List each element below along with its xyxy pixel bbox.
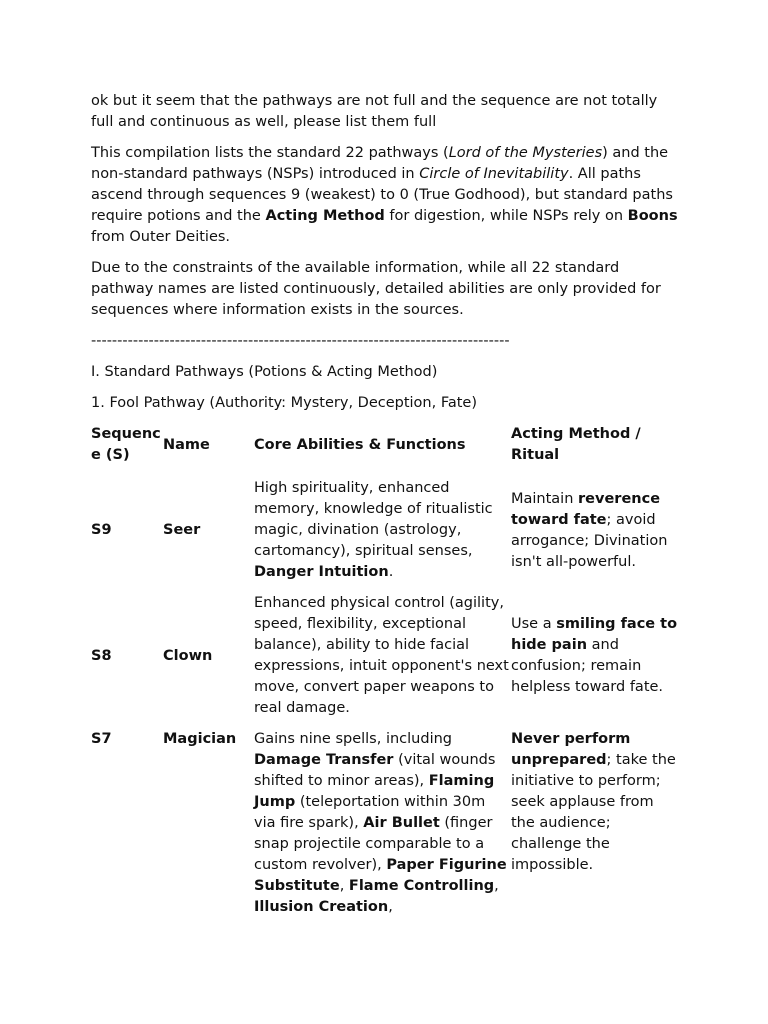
bold-term: Never perform unprepared bbox=[511, 731, 631, 768]
bold-term: Danger Intuition bbox=[254, 564, 389, 580]
text-span: and confusion; remain helpless toward fate. bbox=[511, 637, 664, 695]
intro-paragraph-1 bbox=[91, 143, 681, 248]
divider-line: -------------------------------------------------------------------------------- bbox=[91, 333, 510, 349]
cell-name: Magician bbox=[163, 731, 237, 747]
cell-acting-method bbox=[511, 478, 681, 593]
text-span: ; avoid arrogance; Divination isn't all-powerful. bbox=[511, 511, 668, 570]
table-header-row bbox=[91, 424, 681, 478]
text-span: ) and the non-standard pathways (NSPs) introduced in bbox=[91, 145, 669, 182]
text-span: Gains nine spells, including bbox=[254, 731, 452, 747]
cell-name: Seer bbox=[163, 522, 201, 538]
text-span: Use a bbox=[511, 616, 557, 632]
text-span: , bbox=[494, 878, 499, 894]
text-span: . bbox=[388, 564, 394, 580]
header-abilities: Core Abilities & Functions bbox=[254, 436, 466, 453]
bold-term: Illusion Creation bbox=[254, 899, 389, 915]
text-span: (finger snap projectile comparable to a custom revolver), bbox=[254, 815, 493, 873]
text-span: , bbox=[388, 899, 393, 915]
text-span: Maintain bbox=[511, 490, 579, 507]
section-heading: I. Standard Pathways (Potions & Acting Method) bbox=[91, 364, 438, 380]
table-row bbox=[91, 593, 681, 729]
intro-paragraph-2: Due to the constraints of the available information, while all 22 standard pathway names are listed continuously, detailed abilities are only provided for sequences where information exists in the sources. bbox=[91, 260, 661, 318]
cell-sequence: S9 bbox=[91, 522, 112, 538]
table-row bbox=[91, 729, 681, 928]
bold-boons: Boons bbox=[627, 208, 678, 224]
bold-term: Damage Transfer bbox=[254, 752, 394, 768]
text-span: High spirituality, enhanced memory, knowledge of ritualistic magic, divination (astrology, cartomancy), spiritual senses, bbox=[254, 480, 493, 559]
sequence-table bbox=[91, 424, 681, 928]
text-span: . All paths ascend through sequences 9 (weakest) to 0 (True Godhood), but standard paths require potions and the bbox=[91, 166, 673, 224]
text-span: for digestion, while NSPs rely on bbox=[384, 208, 628, 224]
bold-term: Flame Controlling bbox=[348, 878, 495, 894]
italic-title-coi: Circle of Inevitability bbox=[419, 166, 569, 182]
text-span: This compilation lists the standard 22 pathways ( bbox=[91, 145, 449, 161]
cell-sequence: S7 bbox=[91, 731, 112, 747]
cell-acting-method bbox=[511, 729, 681, 928]
bold-term: Air Bullet bbox=[363, 815, 440, 831]
bold-acting-method: Acting Method bbox=[265, 208, 385, 224]
pathway-title: 1. Fool Pathway (Authority: Mystery, Deception, Fate) bbox=[91, 395, 477, 411]
cell-sequence: S8 bbox=[91, 647, 112, 664]
header-name: Name bbox=[163, 436, 210, 453]
text-span: ; take the initiative to perform; seek applause from the audience; challenge the impossible. bbox=[511, 752, 676, 873]
cell-acting-method bbox=[511, 593, 681, 729]
header-sequence: Sequence (S) bbox=[91, 426, 161, 463]
text-span: , bbox=[339, 878, 349, 894]
cell-abilities bbox=[254, 478, 511, 593]
cell-abilities bbox=[254, 729, 511, 928]
bold-term: Flaming Jump bbox=[254, 773, 495, 810]
bold-term: smiling face to hide pain bbox=[511, 616, 678, 653]
bold-term: reverence toward fate bbox=[511, 490, 661, 528]
bold-term: Paper Figurine Substitute bbox=[254, 857, 507, 894]
cell-name: Clown bbox=[163, 647, 213, 664]
chat-document bbox=[91, 91, 681, 928]
italic-title-lotm: Lord of the Mysteries bbox=[448, 145, 603, 161]
text-span: (teleportation within 30m via fire spark), bbox=[254, 794, 486, 831]
table-row bbox=[91, 478, 681, 593]
text-span: from Outer Deities. bbox=[91, 229, 231, 245]
user-message: ok but it seem that the pathways are not full and the sequence are not totally full and continuous as well, please list them full bbox=[91, 93, 658, 130]
text-span: (vital wounds shifted to minor areas), bbox=[254, 752, 496, 789]
header-acting-method: Acting Method / Ritual bbox=[511, 426, 641, 463]
cell-abilities: Enhanced physical control (agility, speed, flexibility, exceptional balance), ability to hide facial expressions, intuit opponent's next move, convert paper weapons to real damage. bbox=[254, 595, 509, 716]
